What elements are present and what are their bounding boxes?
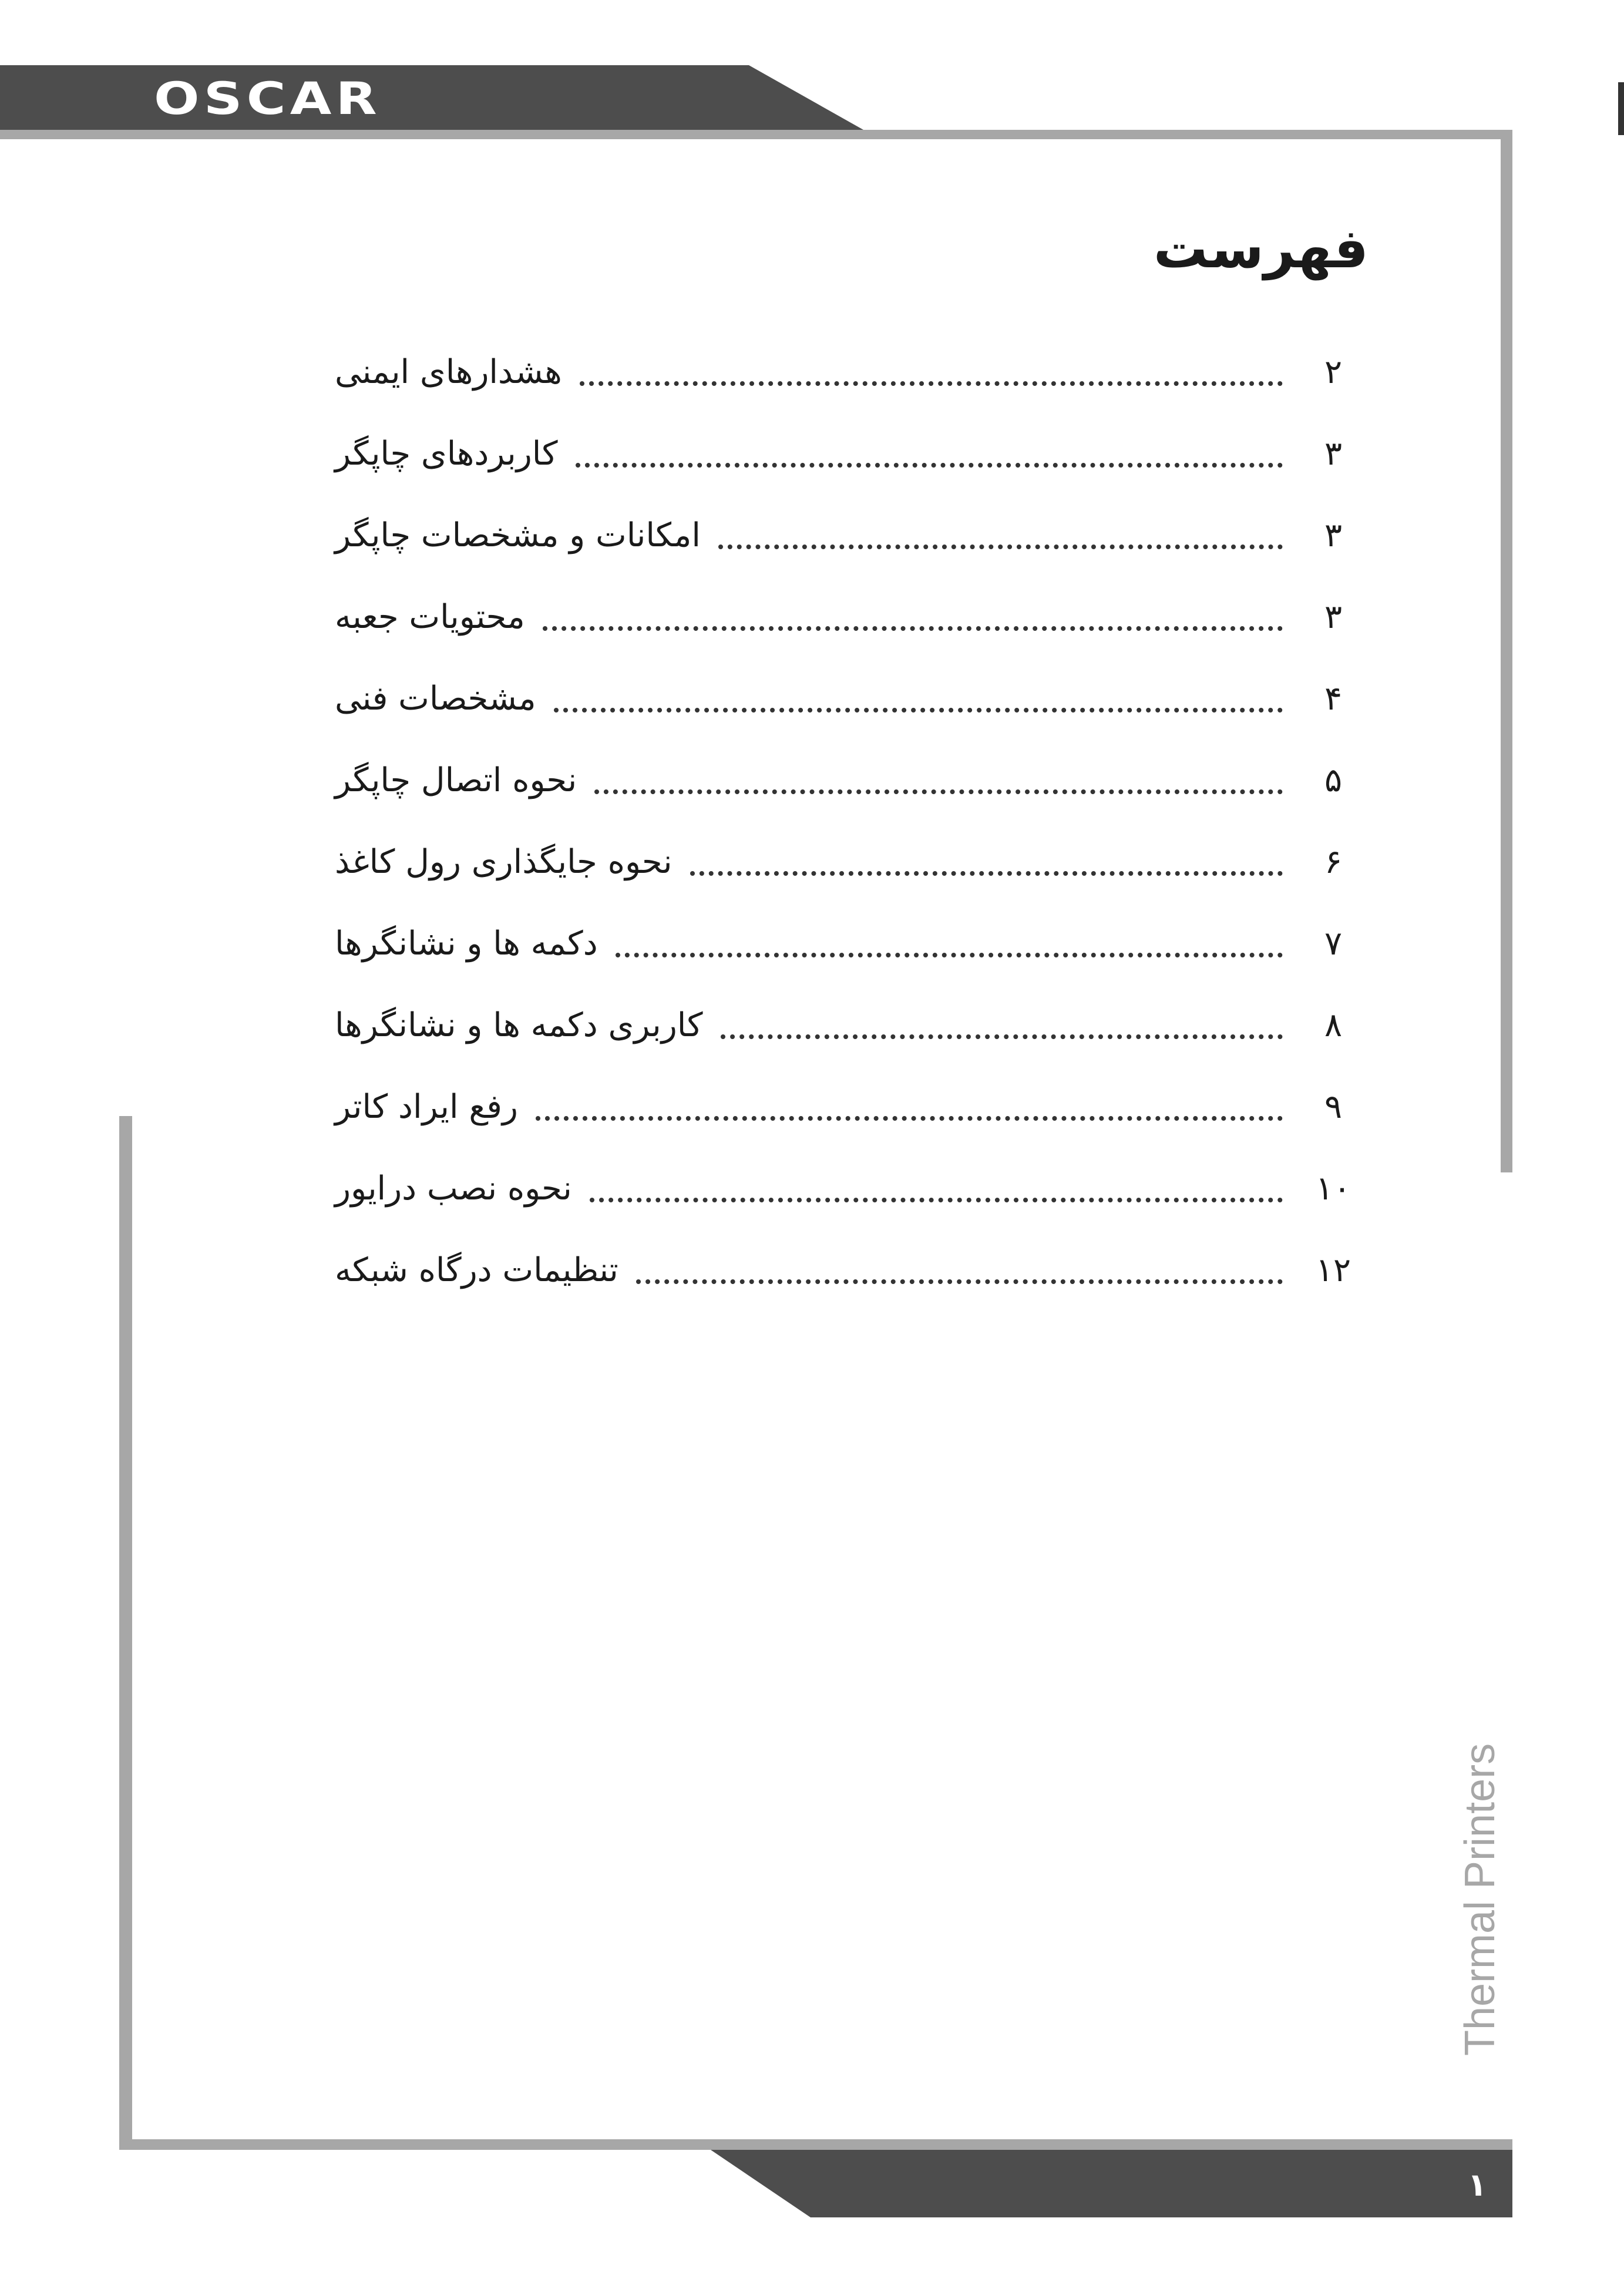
toc-entry-page: ۱۰ — [1315, 1169, 1351, 1208]
toc-title: فهرست — [1153, 217, 1369, 280]
toc-entry-page: ۳ — [1324, 435, 1343, 473]
footer-band — [711, 2150, 1512, 2217]
toc-entry-label: مشخصات فنی — [335, 680, 536, 718]
toc-entry[interactable] — [335, 480, 1369, 562]
toc-entry-label: رفع ایراد کاتر — [335, 1088, 518, 1126]
dot-leader — [721, 1034, 1283, 1039]
toc-entry-page: ۶ — [1324, 843, 1343, 881]
side-caption-text: Thermal Printers — [1457, 1743, 1504, 2056]
toc-entry-page: ۵ — [1324, 761, 1343, 799]
toc-entry-page: ۲ — [1324, 353, 1343, 391]
toc-entry-label: امکانات و مشخصات چاپگر — [335, 516, 701, 554]
toc-entry-label: محتویات جعبه — [335, 598, 525, 636]
toc-list — [335, 317, 1369, 1297]
dot-leader — [576, 463, 1283, 468]
toc-entry-page: ۴ — [1324, 680, 1343, 718]
toc-entry-page: ۸ — [1324, 1006, 1343, 1044]
header-rule — [0, 130, 1512, 139]
brand-logo: OSCAR — [154, 72, 381, 125]
toc-entry-label: دکمه ها و نشانگرها — [335, 925, 598, 963]
dot-leader — [616, 953, 1283, 957]
toc-entry[interactable] — [335, 970, 1369, 1052]
header-band — [0, 65, 863, 130]
toc-entry-label: تنظیمات درگاه شبکه — [335, 1251, 618, 1289]
toc-entry-label: هشدارهای ایمنی — [335, 353, 562, 391]
toc-entry[interactable] — [335, 1052, 1369, 1134]
toc-entry[interactable] — [335, 317, 1369, 399]
toc-entry-label: نحوه جایگذاری رول کاغذ — [335, 843, 673, 881]
right-frame-rule — [1501, 130, 1512, 1172]
toc-entry[interactable] — [335, 889, 1369, 970]
toc-entry-label: کاربری دکمه ها و نشانگرها — [335, 1006, 703, 1044]
page-number: ۱ — [1467, 2166, 1487, 2203]
edge-mark — [1618, 82, 1624, 135]
toc-entry-page: ۳ — [1324, 598, 1343, 636]
toc-entry[interactable] — [335, 725, 1369, 807]
toc-entry-page: ۱۲ — [1315, 1251, 1351, 1289]
toc-entry-page: ۷ — [1324, 925, 1343, 963]
toc-entry-label: نحوه اتصال چاپگر — [335, 761, 577, 799]
dot-leader — [718, 545, 1283, 549]
toc-entry[interactable] — [335, 1134, 1369, 1215]
dot-leader — [636, 1279, 1283, 1284]
toc-entry-label: نحوه نصب درایور — [335, 1169, 572, 1208]
toc-entry-page: ۳ — [1324, 516, 1343, 554]
toc-entry-label: کاربردهای چاپگر — [335, 435, 558, 473]
side-caption — [1451, 1721, 1509, 2056]
dot-leader — [690, 871, 1283, 876]
bottom-frame-rule — [119, 2139, 1512, 2150]
dot-leader — [536, 1116, 1283, 1121]
dot-leader — [554, 708, 1283, 713]
toc-entry-page: ۹ — [1324, 1088, 1343, 1126]
dot-leader — [543, 626, 1283, 631]
toc-entry[interactable] — [335, 399, 1369, 480]
toc-entry[interactable] — [335, 1215, 1369, 1297]
dot-leader — [580, 381, 1283, 386]
toc-entry[interactable] — [335, 644, 1369, 725]
toc-entry[interactable] — [335, 807, 1369, 889]
dot-leader — [590, 1198, 1283, 1202]
toc-entry[interactable] — [335, 562, 1369, 644]
dot-leader — [594, 789, 1283, 794]
left-frame-rule — [119, 1116, 132, 2150]
